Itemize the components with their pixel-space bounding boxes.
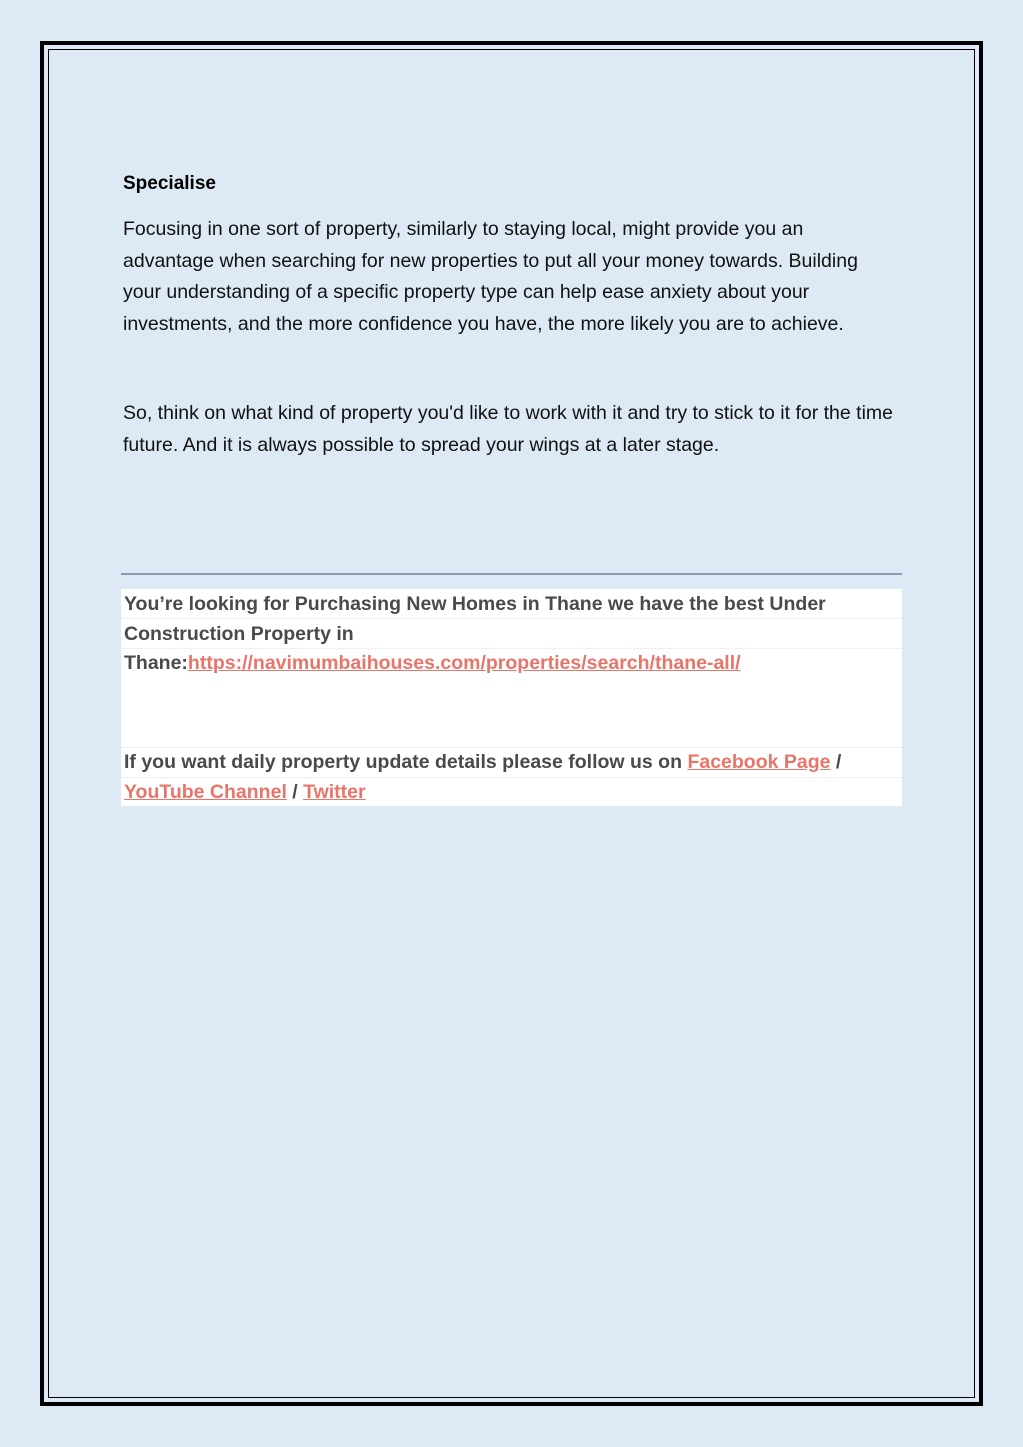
- promo-box: [121, 589, 902, 806]
- link-separator: /: [286, 780, 304, 803]
- promo-follow: [124, 748, 894, 807]
- facebook-page-link[interactable]: Facebook Page: [687, 751, 831, 773]
- article-body: [123, 170, 903, 461]
- youtube-channel-link[interactable]: YouTube Channel: [124, 780, 287, 803]
- promo-intro: [124, 590, 894, 679]
- twitter-link[interactable]: Twitter: [303, 780, 366, 803]
- paragraph-stick-to-type: So, think on what kind of property you'd like to work with it and try to stick to it for the time future. And it is always possible to spread your wings at a later stage.: [123, 402, 893, 456]
- follow-text: If you want daily property update details please follow us on: [124, 751, 688, 773]
- thane-properties-link[interactable]: https://navimumbaihouses.com/properties/search/thane-all/: [187, 652, 741, 674]
- section-heading: Specialise: [123, 173, 216, 194]
- link-separator: /: [830, 751, 842, 773]
- promo-intro-text: You’re looking for Purchasing New Homes in Thane we have the best Under Construction Property in Thane:: [124, 593, 826, 674]
- section-divider: [121, 573, 902, 575]
- paragraph-specialise: Focusing in one sort of property, similarly to staying local, might provide you an advantage when searching for new properties to put all your money towards. Building your understanding of a specific property type can help ease anxiety about your investments, and the more confidence you have, the more likely you are to achieve.: [123, 218, 858, 335]
